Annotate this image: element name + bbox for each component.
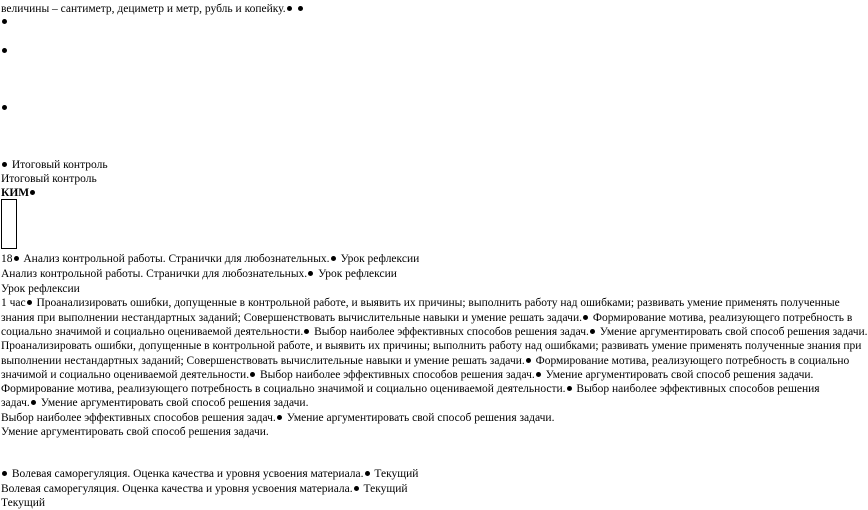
text-line [1, 382, 820, 396]
goals-text: задач. [1, 397, 30, 409]
text-line [1, 252, 419, 266]
goals-text: Умение аргументировать свой способ решения задачи. [286, 412, 555, 424]
bullet-icon [2, 19, 7, 24]
bullet-line [1, 101, 9, 115]
lesson-topic: Анализ контрольной работы. Странички для любознательных. [1, 268, 308, 280]
bullet-icon [2, 48, 7, 53]
regulation-text: Волевая саморегуляция. Оценка качества и уровня усвоения материала. [11, 468, 364, 480]
bullet-icon [536, 372, 541, 377]
goals-text: Умение аргументировать свой способ решения задачи. [40, 397, 309, 409]
empty-box [1, 199, 17, 249]
text-line [1, 339, 861, 353]
regulation-text: Волевая саморегуляция. Оценка качества и уровня усвоения материала. [1, 483, 353, 495]
bullet-icon [583, 315, 588, 320]
text-line [1, 496, 45, 510]
bullet-icon [31, 400, 36, 405]
bullet-line [1, 44, 9, 58]
bullet-icon [298, 6, 303, 11]
bullet-icon [27, 300, 32, 305]
bullet-icon [354, 486, 359, 491]
goals-text: Формирование мотива, реализующего потребность в социально значимой и социально оцениваемой деятельности. [1, 383, 566, 395]
bullet-icon [277, 415, 282, 420]
text-line [1, 158, 108, 172]
topic-text: величины – сантиметр, дециметр и метр, рубль и копейку. [1, 3, 286, 15]
text-line [1, 411, 554, 425]
text-line [1, 2, 305, 16]
final-control-text: Итоговый контроль [11, 159, 108, 171]
text-line [1, 186, 37, 200]
kim-text: КИМ [1, 187, 30, 199]
bullet-icon [308, 271, 313, 276]
goals-text: Выбор наиболее эффективных способов решения задач. [1, 412, 276, 424]
hours-text: 1 час [1, 297, 26, 309]
goals-text: Формирование мотива, реализующего потребность в [592, 312, 853, 324]
goals-text: знания при выполнении нестандартных заданий; Совершенствовать вычислительные навыки и умение решать задачи. [1, 312, 582, 324]
bullet-icon [250, 372, 255, 377]
bullet-icon [526, 358, 531, 363]
goals-text: Формирование мотива, реализующего потребность в социально [535, 355, 850, 367]
text-line [1, 296, 840, 310]
lesson-topic: Анализ контрольной работы. Странички для любознательных. [23, 253, 330, 265]
bullet-icon [365, 471, 370, 476]
text-line [1, 354, 849, 368]
control-type: Текущий [374, 468, 419, 480]
bullet-line [1, 15, 9, 29]
bullet-icon [30, 190, 35, 195]
final-control-text: Итоговый контроль [1, 173, 97, 185]
bullet-icon [14, 256, 19, 261]
goals-text: выполнении нестандартных заданий; Совершенствовать вычислительные навыки и умение решать задачи. [1, 355, 525, 367]
lesson-type: Урок рефлексии [318, 268, 397, 280]
bullet-icon [304, 329, 309, 334]
text-line [1, 396, 308, 410]
goals-text: Умение аргументировать свой способ решения задачи. [1, 426, 269, 438]
bullet-icon [590, 329, 595, 334]
goals-text: Умение аргументировать свой способ решения задачи. [599, 326, 868, 338]
goals-text: Умение аргументировать свой способ решения задачи. [545, 369, 814, 381]
text-line [1, 467, 418, 481]
control-type: Текущий [363, 483, 408, 495]
text-line [1, 368, 813, 382]
text-line [1, 282, 80, 296]
lesson-type: Урок рефлексии [340, 253, 420, 265]
bullet-icon [2, 471, 7, 476]
bullet-icon [2, 105, 7, 110]
text-line [1, 311, 852, 325]
control-type: Текущий [1, 497, 46, 509]
text-line [1, 325, 868, 339]
goals-text: Выбор наиболее эффективных способов решения задач. [259, 369, 535, 381]
lesson-number: 18 [1, 253, 13, 265]
goals-text: Проанализировать ошибки, допущенные в контрольной работе, и выявить их причины; выполнить работу над ошибками; развивать умение применять полученные знания при [1, 340, 862, 352]
text-line [1, 267, 397, 281]
lesson-type: Урок рефлексии [1, 283, 80, 295]
goals-text: Выбор наиболее эффективных способов решения [576, 383, 820, 395]
goals-text: социально значимой и социально оцениваемой деятельности. [1, 326, 304, 338]
text-line [1, 172, 97, 186]
bullet-icon [2, 162, 7, 167]
bullet-icon [567, 386, 572, 391]
bullet-icon [331, 256, 336, 261]
goals-text: Выбор наиболее эффективных способов решения задач. [314, 326, 589, 338]
text-line [1, 482, 408, 496]
bullet-icon [287, 6, 292, 11]
goals-text: значимой и социально оцениваемой деятельности. [1, 369, 250, 381]
goals-text: Проанализировать ошибки, допущенные в контрольной работе, и выявить их причины; выполнить работу над ошибками; развивать умение применять полученные [36, 297, 840, 309]
text-line [1, 425, 269, 439]
